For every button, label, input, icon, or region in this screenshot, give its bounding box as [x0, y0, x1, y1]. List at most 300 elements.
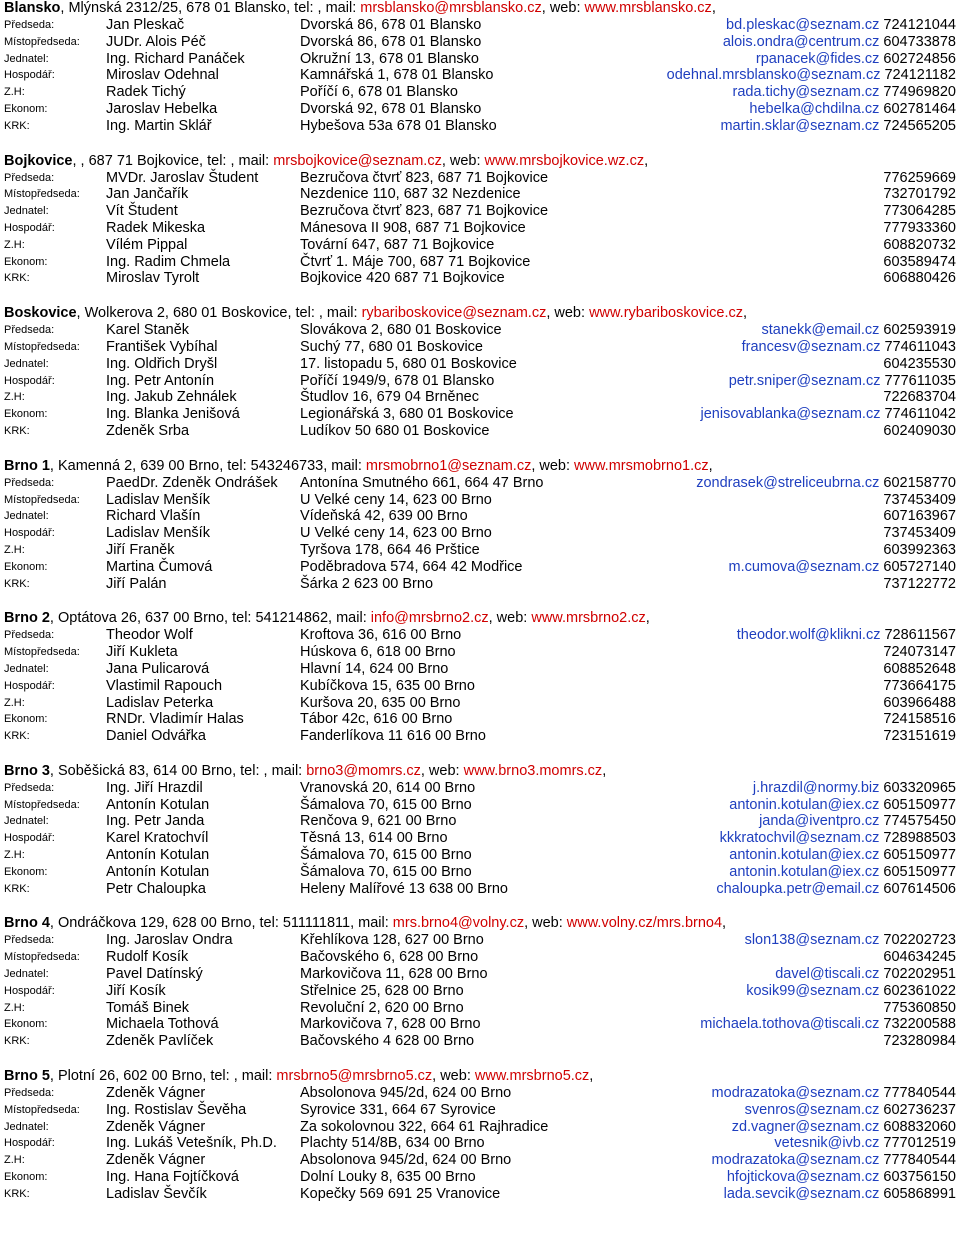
person-contact [667, 67, 956, 84]
organization-web-link[interactable]: www.volny.cz/mrs.brno4 [566, 915, 723, 932]
person-row [4, 356, 956, 373]
person-name: Ladislav Peterka [106, 694, 214, 711]
person-email-link[interactable]: stanekk@email.cz [761, 322, 880, 339]
person-name: Petr Chaloupka [106, 880, 206, 897]
person-address: Húskova 6, 618 00 Brno [300, 644, 456, 661]
person-row [4, 170, 956, 187]
person-address: Slovákova 2, 680 01 Boskovice [300, 322, 502, 339]
person-phone: 605727140 [883, 558, 956, 575]
person-name: Radek Mikeska [106, 219, 206, 236]
organization-web-prefix: , web: [420, 762, 464, 779]
person-phone: 604733878 [883, 33, 956, 50]
person-contact [716, 881, 956, 898]
person-address: Dvorská 86, 678 01 Blansko [300, 17, 482, 33]
organization-info: , Mlýnská 2312/25, 678 01 Blansko, tel: , mail: [60, 0, 361, 16]
person-row [4, 525, 956, 542]
section-gap [4, 287, 956, 305]
organization-web-link[interactable]: www.mrsbrno5.cz [474, 1068, 590, 1085]
organization-header-tail: , [711, 0, 716, 16]
person-email-link[interactable]: lada.sevcik@seznam.cz [723, 1185, 880, 1202]
person-role: Ekonom: [4, 1171, 48, 1184]
person-address: Kroftova 36, 616 00 Brno [300, 627, 462, 644]
person-email-link[interactable]: francesv@seznam.cz [741, 338, 881, 355]
person-email-link[interactable]: antonin.kotulan@iex.cz [729, 863, 880, 880]
person-row [4, 237, 956, 254]
person-contact [733, 84, 957, 101]
person-row [4, 728, 956, 745]
person-phone: 602409030 [883, 422, 956, 439]
person-contact [883, 576, 956, 593]
person-phone: 602736237 [883, 1101, 956, 1118]
person-address: Křehlíkova 128, 627 00 Brno [300, 932, 484, 949]
person-email-link[interactable]: antonin.kotulan@iex.cz [729, 796, 880, 813]
person-role: Místopředseda: [4, 35, 80, 48]
person-row [4, 186, 956, 203]
person-role: Místopředseda: [4, 646, 80, 659]
organization-mail-link[interactable]: mrsbojkovice@seznam.cz [273, 152, 442, 169]
person-phone: 602158770 [883, 474, 956, 491]
person-role: Hospodář: [4, 374, 55, 387]
person-address: Nezdenice 110, 687 32 Nezdenice [300, 186, 521, 203]
person-email-link[interactable]: davel@tiscali.cz [775, 966, 880, 983]
person-role: Ekonom: [4, 255, 48, 268]
organization-block [4, 153, 956, 288]
person-contact [700, 1016, 956, 1033]
person-address: Hybešova 53a 678 01 Blansko [300, 117, 497, 134]
person-name: Jiří Franěk [106, 541, 175, 558]
person-contact [696, 475, 956, 492]
person-role: Místopředseda: [4, 798, 80, 811]
person-contact [745, 932, 956, 949]
person-phone: 723151619 [883, 728, 956, 745]
person-contact [749, 101, 956, 118]
person-address: Vranovská 20, 614 00 Brno [300, 779, 476, 796]
person-name: Ladislav Ševčík [106, 1185, 207, 1202]
person-row [4, 101, 956, 118]
section-gap [4, 745, 956, 763]
person-name: Pavel Datínský [106, 966, 203, 983]
person-row [4, 678, 956, 695]
organization-web-link[interactable]: www.mrsbojkovice.wz.cz [484, 152, 645, 169]
person-phone: 607614506 [883, 880, 956, 897]
person-address: Hlavní 14, 624 00 Brno [300, 660, 449, 677]
person-row [4, 797, 956, 814]
person-phone: 604235530 [883, 355, 956, 372]
organization-name: Brno 5 [4, 1068, 50, 1085]
person-phone: 607163967 [883, 508, 956, 525]
person-address: Kamnářská 1, 678 01 Blansko [300, 67, 494, 84]
person-contact [883, 186, 956, 203]
person-email-link[interactable]: kkkratochvil@seznam.cz [719, 830, 880, 847]
person-contact [742, 339, 956, 356]
person-role: Hospodář: [4, 984, 55, 997]
person-row [4, 492, 956, 509]
organization-header [4, 763, 956, 780]
person-name: Karel Kratochvíl [106, 830, 209, 847]
person-role: Hospodář: [4, 832, 55, 845]
person-contact [883, 542, 956, 559]
person-contact [723, 34, 956, 51]
person-email-link[interactable]: petr.sniper@seznam.cz [728, 372, 881, 389]
person-phone: 732701792 [883, 186, 956, 203]
person-email-link[interactable]: rada.tichy@seznam.cz [732, 84, 880, 101]
organization-mail-link[interactable]: info@mrsbrno2.cz [370, 610, 489, 627]
person-name: Ing. Petr Antonín [106, 372, 215, 389]
person-address: Ludíkov 50 680 01 Boskovice [300, 422, 490, 439]
person-email-link[interactable]: alois.ondra@centrum.cz [722, 33, 880, 50]
person-name: Vílém Pippal [106, 236, 188, 253]
person-address: Bezručova čtvrť 823, 687 71 Bojkovice [300, 203, 549, 220]
person-row [4, 847, 956, 864]
person-address: Študlov 16, 679 04 Brněnec [300, 389, 479, 406]
person-name: Jiří Palán [106, 575, 167, 592]
person-contact [756, 51, 956, 68]
person-contact [701, 406, 957, 423]
person-contact [724, 1186, 956, 1203]
person-role: Ekonom: [4, 560, 48, 573]
organization-web-link[interactable]: www.rybariboskovice.cz [589, 305, 743, 322]
person-name: Ing. Jaroslav Ondra [106, 932, 233, 949]
person-role: KRK: [4, 272, 30, 285]
person-role: Z.H: [4, 543, 25, 556]
person-phone: 776259669 [883, 169, 956, 186]
person-phone: 605150977 [883, 863, 956, 880]
organization-info: , Ondráčkova 129, 628 00 Brno, tel: 511111811, mail: [49, 915, 393, 932]
person-email-link[interactable]: theodor.wolf@klikni.cz [736, 627, 881, 644]
person-address: Antonína Smutného 661, 664 47 Brno [300, 474, 544, 491]
section-gap [4, 440, 956, 458]
person-address: Střelnice 25, 628 00 Brno [300, 982, 464, 999]
person-phone: 724565205 [883, 117, 956, 134]
person-contact [746, 983, 956, 1000]
person-row [4, 983, 956, 1000]
person-row [4, 711, 956, 728]
organization-name: Brno 2 [4, 610, 50, 627]
organization-info: , Soběšická 83, 614 00 Brno, tel: , mail: [49, 762, 307, 779]
person-contact [759, 813, 956, 830]
person-name: Miroslav Tyrolt [106, 270, 200, 287]
person-name: Radek Tichý [106, 84, 186, 101]
person-row [4, 322, 956, 339]
person-phone: 775360850 [883, 999, 956, 1016]
person-name: Ing. Rostislav Ševěha [106, 1101, 247, 1118]
person-row [4, 661, 956, 678]
person-address: Poděbradova 574, 664 42 Modřice [300, 558, 523, 575]
organization-mail-link[interactable]: mrs.brno4@volny.cz [392, 915, 525, 932]
person-contact [883, 661, 956, 678]
organization-name: Brno 3 [4, 762, 50, 779]
person-name: Vlastimil Rapouch [106, 677, 223, 694]
organization-header-tail: , [644, 152, 649, 169]
organization-header [4, 1068, 956, 1085]
person-address: Dvorská 92, 678 01 Blansko [300, 100, 482, 117]
person-role: KRK: [4, 577, 30, 590]
person-row [4, 339, 956, 356]
organization-header [4, 458, 956, 475]
person-row [4, 1085, 956, 1102]
organization-block [4, 610, 956, 745]
organization-name: Brno 1 [4, 457, 50, 474]
person-address: Šámalova 70, 615 00 Brno [300, 847, 472, 864]
person-contact [732, 1119, 956, 1136]
person-role: Ekonom: [4, 865, 48, 878]
person-name: Karel Staněk [106, 322, 190, 339]
person-address: Legionářská 3, 680 01 Boskovice [300, 406, 514, 423]
person-phone: 602361022 [883, 982, 956, 999]
organization-web-prefix: , web: [432, 1068, 475, 1085]
person-name: Vít Študent [106, 203, 178, 220]
person-phone: 732200588 [883, 1016, 956, 1033]
person-name: Jana Pulicarová [106, 660, 210, 677]
person-role: Jednatel: [4, 510, 49, 523]
person-role: Hospodář: [4, 679, 55, 692]
organization-mail-link[interactable]: brno3@momrs.cz [306, 762, 421, 779]
person-row [4, 1102, 956, 1119]
organization-info: , Wolkerova 2, 680 01 Boskovice, tel: , mail: [76, 305, 362, 322]
person-name: Zdeněk Srba [106, 422, 190, 439]
person-name: JUDr. Alois Péč [106, 33, 206, 50]
person-name: Jan Jančařík [106, 186, 189, 203]
organization-header [4, 610, 956, 627]
person-contact [729, 797, 956, 814]
person-row [4, 1169, 956, 1186]
person-contact [883, 492, 956, 509]
person-email-link[interactable]: antonin.kotulan@iex.cz [729, 847, 880, 864]
person-address: Šámalova 70, 615 00 Brno [300, 863, 472, 880]
person-phone: 773064285 [883, 203, 956, 220]
person-row [4, 1033, 956, 1050]
person-email-link[interactable]: janda@iventpro.cz [759, 813, 880, 830]
organization-web-link[interactable]: www.brno3.momrs.cz [463, 762, 603, 779]
person-email-link[interactable]: slon138@seznam.cz [744, 932, 880, 949]
person-row [4, 830, 956, 847]
person-email-link[interactable]: j.hrazdil@normy.biz [752, 779, 880, 796]
person-name: Jiří Kosík [106, 982, 166, 999]
person-row [4, 254, 956, 271]
person-email-link[interactable]: svenros@seznam.cz [744, 1101, 880, 1118]
person-contact [737, 627, 956, 644]
person-name: Jiří Kukleta [106, 644, 178, 661]
person-email-link[interactable]: modrazatoka@seznam.cz [711, 1152, 880, 1169]
person-row [4, 67, 956, 84]
person-phone: 602781464 [883, 100, 956, 117]
organization-web-link[interactable]: www.mrsblansko.cz [584, 0, 712, 16]
person-name: Rudolf Kosík [106, 949, 189, 966]
person-email-link[interactable]: vetesnik@ivb.cz [774, 1135, 880, 1152]
person-name: Tomáš Binek [106, 999, 190, 1016]
person-contact [883, 423, 956, 440]
person-contact [883, 949, 956, 966]
person-row [4, 270, 956, 287]
organization-block [4, 763, 956, 898]
person-row [4, 508, 956, 525]
person-role: Hospodář: [4, 221, 55, 234]
person-row [4, 389, 956, 406]
organization-mail-link[interactable]: mrsmobrno1@seznam.cz [365, 457, 532, 474]
person-address: Suchý 77, 680 01 Boskovice [300, 338, 483, 355]
organization-web-prefix: , web: [441, 152, 485, 169]
person-address: Dolní Louky 8, 635 00 Brno [300, 1169, 476, 1186]
person-name: Zdeněk Vágner [106, 1118, 206, 1135]
person-name: Ing. Blanka Jenišová [106, 406, 240, 423]
person-role: Místopředseda: [4, 493, 80, 506]
person-contact [883, 203, 956, 220]
person-email-link[interactable]: zondrasek@streliceubrna.cz [696, 474, 880, 491]
person-phone: 728988503 [883, 830, 956, 847]
person-name: Antonín Kotulan [106, 796, 210, 813]
person-phone: 774969820 [883, 84, 956, 101]
person-phone: 728611567 [884, 627, 956, 644]
person-phone: 605150977 [883, 796, 956, 813]
person-address: U Velké ceny 14, 623 00 Brno [300, 491, 492, 508]
person-contact [775, 966, 956, 983]
person-phone: 605868991 [883, 1185, 956, 1202]
person-row [4, 475, 956, 492]
person-role: Z.H: [4, 391, 25, 404]
person-row [4, 627, 956, 644]
person-phone: 777933360 [883, 219, 956, 236]
person-role: Ekonom: [4, 1018, 48, 1031]
person-email-link[interactable]: jenisovablanka@seznam.cz [700, 406, 881, 423]
organization-block [4, 305, 956, 440]
person-row [4, 17, 956, 34]
organization-mail-link[interactable]: mrsbrno5@mrsbrno5.cz [276, 1068, 433, 1085]
person-email-link[interactable]: rpanacek@fides.cz [755, 50, 880, 67]
person-address: Absolonova 945/2d, 624 00 Brno [300, 1152, 512, 1169]
person-role: KRK: [4, 424, 30, 437]
person-role: KRK: [4, 1187, 30, 1200]
organization-web-link[interactable]: www.mrsmobrno1.cz [574, 457, 709, 474]
person-email-link[interactable]: hfojtickova@seznam.cz [726, 1169, 880, 1186]
person-email-link[interactable]: kosik99@seznam.cz [746, 982, 880, 999]
person-name: Miroslav Odehnal [106, 67, 219, 84]
person-name: Richard Vlašín [106, 508, 201, 525]
person-address: Tábor 42c, 616 00 Brno [300, 711, 453, 728]
person-contact [727, 1169, 956, 1186]
person-role: Předseda: [4, 934, 55, 947]
person-row [4, 1135, 956, 1152]
person-address: Za sokolovnou 322, 664 61 Rajhradice [300, 1118, 549, 1135]
person-role: KRK: [4, 730, 30, 743]
person-role: KRK: [4, 119, 30, 132]
person-name: Daniel Odvářka [106, 728, 206, 745]
person-phone: 773664175 [883, 677, 956, 694]
person-contact [883, 1033, 956, 1050]
person-email-link[interactable]: modrazatoka@seznam.cz [711, 1085, 880, 1102]
person-phone: 603992363 [883, 541, 956, 558]
person-email-link[interactable]: martin.sklar@seznam.cz [720, 117, 880, 134]
person-row [4, 423, 956, 440]
person-phone: 602593919 [883, 322, 956, 339]
person-contact [720, 830, 956, 847]
organization-info: , Optátova 26, 637 00 Brno, tel: 541214862, mail: [49, 610, 371, 627]
person-role: Místopředseda: [4, 188, 80, 201]
person-email-link[interactable]: odehnal.mrsblansko@seznam.cz [666, 67, 881, 84]
person-contact [729, 373, 956, 390]
person-address: Vídeňská 42, 639 00 Brno [300, 508, 468, 525]
person-email-link[interactable]: chaloupka.petr@email.cz [716, 880, 880, 897]
person-address: Bojkovice 420 687 71 Bojkovice [300, 270, 505, 287]
person-email-link[interactable]: bd.pleskac@seznam.cz [726, 17, 880, 33]
person-row [4, 203, 956, 220]
person-role: Jednatel: [4, 52, 49, 65]
person-phone: 723280984 [883, 1033, 956, 1050]
person-address: Heleny Malířové 13 638 00 Brno [300, 880, 508, 897]
person-address: 17. listopadu 5, 680 01 Boskovice [300, 355, 517, 372]
organization-mail-link[interactable]: mrsblansko@mrsblansko.cz [360, 0, 542, 16]
person-email-link[interactable]: hebelka@chdilna.cz [749, 100, 880, 117]
person-contact [720, 118, 956, 135]
person-phone: 724073147 [883, 644, 956, 661]
person-name: Ladislav Menšík [106, 491, 210, 508]
person-contact [883, 237, 956, 254]
person-email-link[interactable]: michaela.tothova@tiscali.cz [700, 1016, 880, 1033]
person-email-link[interactable]: zd.vagner@seznam.cz [731, 1118, 880, 1135]
person-phone: 722683704 [883, 389, 956, 406]
person-row [4, 813, 956, 830]
person-contact [729, 847, 956, 864]
person-row [4, 881, 956, 898]
person-name: Ing. Radim Chmela [106, 253, 231, 270]
organization-mail-link[interactable]: rybariboskovice@seznam.cz [361, 305, 547, 322]
person-name: MVDr. Jaroslav Študent [106, 169, 259, 186]
organization-web-prefix: , web: [524, 915, 567, 932]
person-role: Předseda: [4, 476, 55, 489]
person-name: Ing. Oldřich Dryšl [106, 355, 218, 372]
person-row [4, 1000, 956, 1017]
person-phone: 737453409 [883, 525, 956, 542]
person-phone: 724121182 [884, 67, 956, 84]
section-gap [4, 592, 956, 610]
person-role: Jednatel: [4, 357, 49, 370]
person-role: Místopředseda: [4, 951, 80, 964]
person-role: Předseda: [4, 324, 55, 337]
organization-name: Brno 4 [4, 915, 50, 932]
person-row [4, 51, 956, 68]
person-row [4, 1152, 956, 1169]
person-row [4, 1119, 956, 1136]
person-name: Ing. Jakub Zehnálek [106, 389, 237, 406]
organization-header-tail: , [708, 457, 713, 474]
person-role: Předseda: [4, 171, 55, 184]
person-phone: 737122772 [883, 575, 956, 592]
section-gap [4, 1050, 956, 1068]
person-contact [729, 864, 956, 881]
person-role: Jednatel: [4, 662, 49, 675]
person-contact [883, 508, 956, 525]
organization-name: Bojkovice [4, 152, 73, 169]
person-row [4, 84, 956, 101]
organization-header [4, 0, 956, 17]
organization-web-link[interactable]: www.mrsbrno2.cz [531, 610, 646, 627]
person-email-link[interactable]: m.cumova@seznam.cz [728, 558, 880, 575]
person-contact [883, 644, 956, 661]
person-name: Martina Čumová [106, 558, 213, 575]
person-name: Ing. Hana Fojtíčková [106, 1169, 239, 1186]
person-role: Jednatel: [4, 1120, 49, 1133]
person-phone: 608832060 [883, 1118, 956, 1135]
person-address: Revoluční 2, 620 00 Brno [300, 999, 464, 1016]
person-role: Ekonom: [4, 408, 48, 421]
person-contact [883, 1000, 956, 1017]
person-address: Kuršova 20, 635 00 Brno [300, 694, 461, 711]
person-name: Antonín Kotulan [106, 847, 210, 864]
person-address: Těsná 13, 614 00 Brno [300, 830, 448, 847]
person-phone: 724158516 [883, 711, 956, 728]
person-phone: 604634245 [883, 949, 956, 966]
person-address: Dvorská 86, 678 01 Blansko [300, 33, 482, 50]
person-address: Markovičova 11, 628 00 Brno [300, 966, 488, 983]
